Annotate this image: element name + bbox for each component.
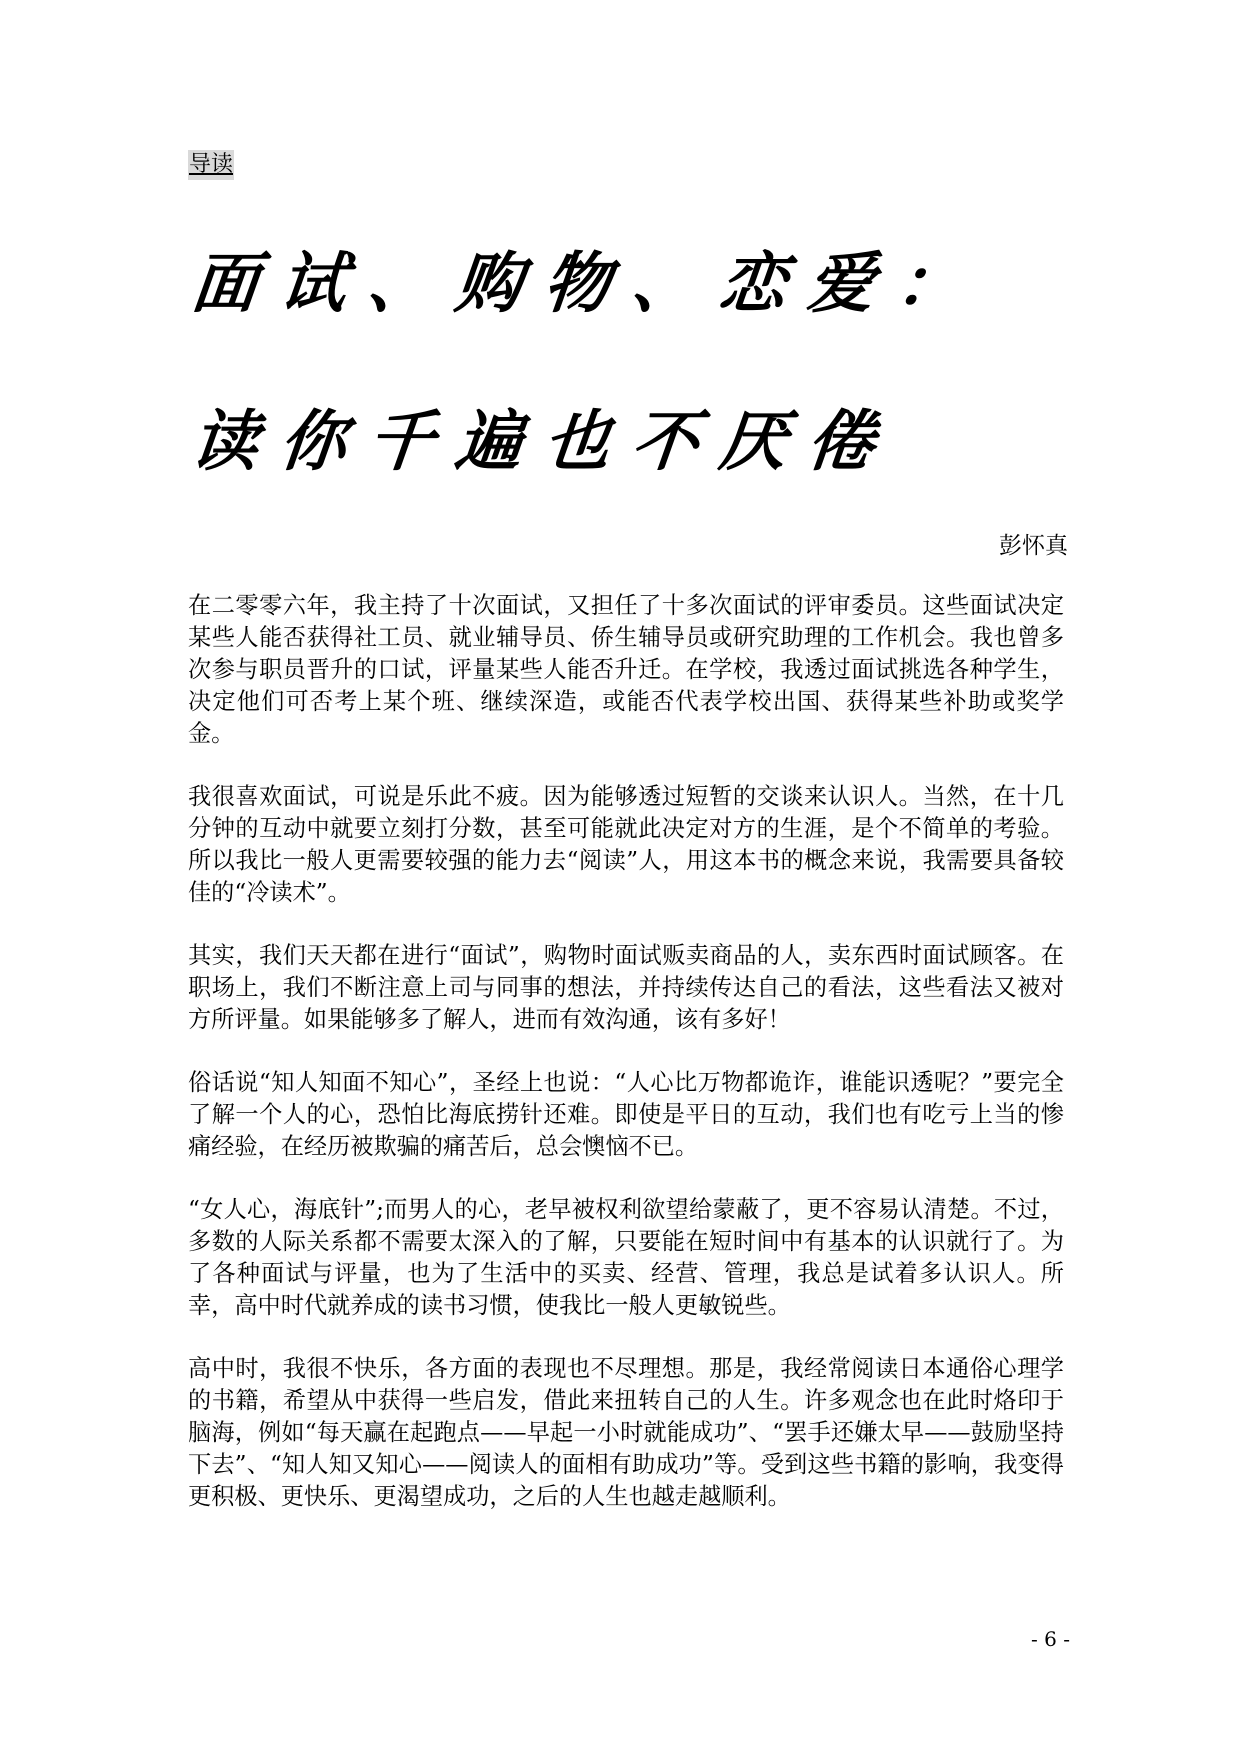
page-number: - 6 - [1031,1627,1070,1651]
paragraph-5: “女人心，海底针”;而男人的心，老早被权利欲望给蒙蔽了，更不容易认清楚。不过，多数的人际关系都不需要太深入的了解，只要能在短时间中有基本的认识就行了。为了各种面试与评量，也为了生活中的买卖、经营、管理，我总是试着多认识人。所幸，高中时代就养成的读书习惯，使我比一般人更敏锐些。 [188,1196,1064,1319]
section-label: 导读 [188,150,234,180]
paragraph-4: 俗话说“知人知面不知心”，圣经上也说：“人心比万物都诡诈，谁能识透呢？”要完全了解一个人的心，恐怕比海底捞针还难。即使是平日的互动，我们也有吃亏上当的惨痛经验，在经历被欺骗的痛苦后，总会懊恼不已。 [188,1069,1064,1160]
title-line-1: 面试、购物、恋爱： [187,244,989,322]
paragraph-1: 在二零零六年，我主持了十次面试，又担任了十多次面试的评审委员。这些面试决定某些人能否获得社工员、就业辅导员、侨生辅导员或研究助理的工作机会。我也曾多次参与职员晋升的口试，评量某些人能否升迁。在学校，我透过面试挑选各种学生，决定他们可否考上某个班、继续深造，或能否代表学校出国、获得某些补助或奖学金。 [188,592,1064,747]
body-text [188,590,1064,1544]
paragraph-6: 高中时，我很不快乐，各方面的表现也不尽理想。那是，我经常阅读日本通俗心理学的书籍，希望从中获得一些启发，借此来扭转自己的人生。许多观念也在此时烙印于脑海，例如“每天赢在起跑点——早起一小时就能成功”、“罢手还嫌太早——鼓励坚持下去”、“知人知又知心——阅读人的面相有助成功”等。受到这些书籍的影响，我变得更积极、更快乐、更渴望成功，之后的人生也越走越顺利。 [188,1355,1064,1510]
paragraph-3: 其实，我们天天都在进行“面试”，购物时面试贩卖商品的人，卖东西时面试顾客。在职场上，我们不断注意上司与同事的想法，并持续传达自己的看法，这些看法又被对方所评量。如果能够多了解人，进而有效沟通，该有多好！ [188,942,1064,1033]
paragraph-2: 我很喜欢面试，可说是乐此不疲。因为能够透过短暂的交谈来认识人。当然，在十几分钟的互动中就要立刻打分数，甚至可能就此决定对方的生涯，是个不简单的考验。所以我比一般人更需要较强的能力去“阅读”人，用这本书的概念来说，我需要具备较佳的“冷读术”。 [188,783,1064,906]
title-line-2: 读你千遍也不厌倦 [187,402,901,480]
author-name: 彭怀真 [999,533,1068,559]
